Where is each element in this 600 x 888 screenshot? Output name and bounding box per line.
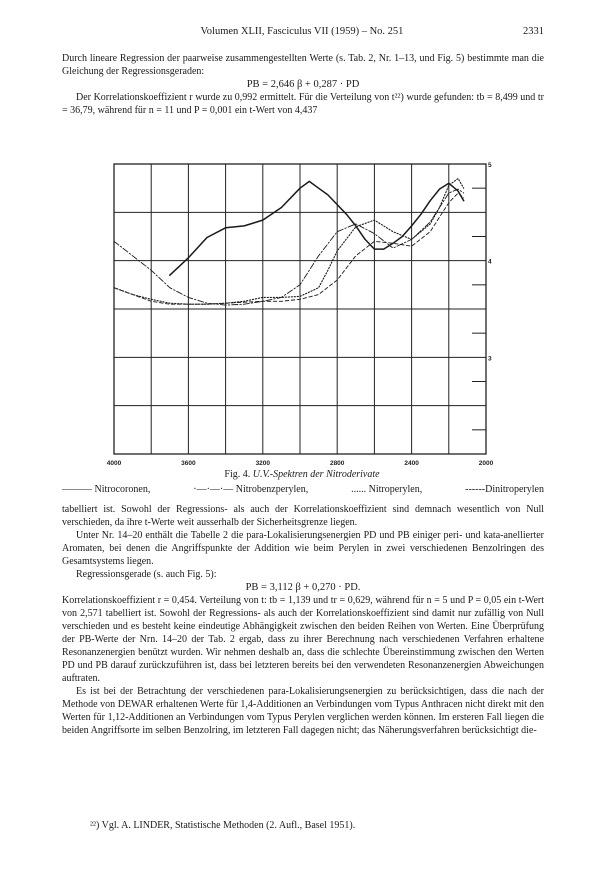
y-tick-label: 5 [488,162,492,169]
x-tick-label: 3600 [181,460,196,467]
x-tick-label: 2400 [404,460,419,467]
body-text [62,503,544,737]
equation-1: PB = 2,646 β + 0,287 · PD [246,79,360,90]
paragraph-2: Der Korrelationskoeffizient r wurde zu 0,992 ermittelt. Für die Verteilung von t²²) wurde gefunden: tb = 8,499 und tr = 36,79, während für n = 11 und P = 0,001 ein t-Wert von 4,437 [62,92,544,116]
y-tick-label: 4 [488,258,492,266]
equation-2: PB = 3,112 β + 0,270 · PD. [245,582,361,593]
paragraph-3: tabelliert ist. Sowohl der Regressions- als auch der Korrelationskoeffizient sind demnach wesentlich von Null verschieden, da ihre t-Werte weit ausserhalb der Sicherheitsgrenze liegen. [62,504,544,528]
x-tick-label: 2000 [478,460,494,467]
figure-legend [62,484,544,495]
paragraph-6: Korrelationskoeffizient r = 0,454. Verteilung von t: tb = 1,139 und tr = 0,629, während für n = 5 und P = 0,05 ein t-Wert von 2,571 tabelliert ist. Sowohl der Regressions- als auch der Korrelationskoeffizient sind damit nur zufällig von Null verschieden und es besteht keine eindeutige Abhängigkeit zwischen den beiden Reihen von Werten. Eine Überprüfung der PB-Werte der Nrn. 14–20 der Tab. 2 ergab, dass zu ihrer Berechnung nach verschiedenen Verfahren erhaltene Resonanzenergien benützt wurden. Wir nehmen deshalb an, dass die schlechte Übereinstimmung zwischen den Werten PD und PB darauf zurückzuführen ist, dass bei letzteren bereits bei den verwendeten Resonanzenergien Abweichungen auftraten. [62,595,544,684]
x-tick-label: 2800 [329,460,345,467]
journal-header: Volumen XLII, Fasciculus VII (1959) – No. 251 [200,26,404,37]
paragraph-7: Es ist bei der Betrachtung der verschiedenen para-Lokalisierungsenergien zu berücksichtigen, dass die nach der Methode von DEWAR erhaltenen Werte für 1,4-Additionen an Verbindungen vom Typus Anthracen nicht direkt mit den Werten für 1,12-Additionen an Verbindungen vom Typus Perylen verglichen werden können. Im ersteren Fall liegen die beiden Angriffsorte im selben Benzolring, im letzteren Fall dagegen nicht; das Näherungsverfahren berücksichtigt die- [62,686,544,736]
x-tick-label: 3200 [255,460,271,467]
legend-item: ...... Nitroperylen, [351,484,423,495]
legend-item: ·—·—·— Nitrobenzperylen, [193,484,309,495]
x-tick-label: 4000 [106,460,122,467]
caption-title: U.V.-Spektren der Nitroderivate [252,469,380,480]
page-number: 2331 [523,26,544,37]
legend-item: ------Dinitroperylen [465,484,544,495]
figure-caption [60,469,544,480]
y-tick-label: 3 [488,355,492,363]
paragraph-1: Durch lineare Regression der paarweise zusammengestellten Werte (s. Tab. 2, Nr. 1–13, und Fig. 5) bestimmte man die Gleichung der Regressionsgeraden: [62,53,544,77]
footnote: ²²) Vgl. A. LINDER, Statistische Methoden (2. Aufl., Basel 1951). [90,820,356,831]
paragraph-5: Regressionsgerade (s. auch Fig. 5): [76,569,217,580]
caption-label: Fig. 4. [224,469,251,480]
legend-item: ——— Nitrocoronen, [62,484,151,495]
paragraph-4: Unter Nr. 14–20 enthält die Tabelle 2 die para-Lokalisierungsenergien PD und PB einiger peri- und kata-anellierter Aromaten, bei denen die Angriffspunkte der Addition wie beim Perylen in zwei verschiedenen Benzolringen des Gesamtsystems liegen. [62,530,544,567]
